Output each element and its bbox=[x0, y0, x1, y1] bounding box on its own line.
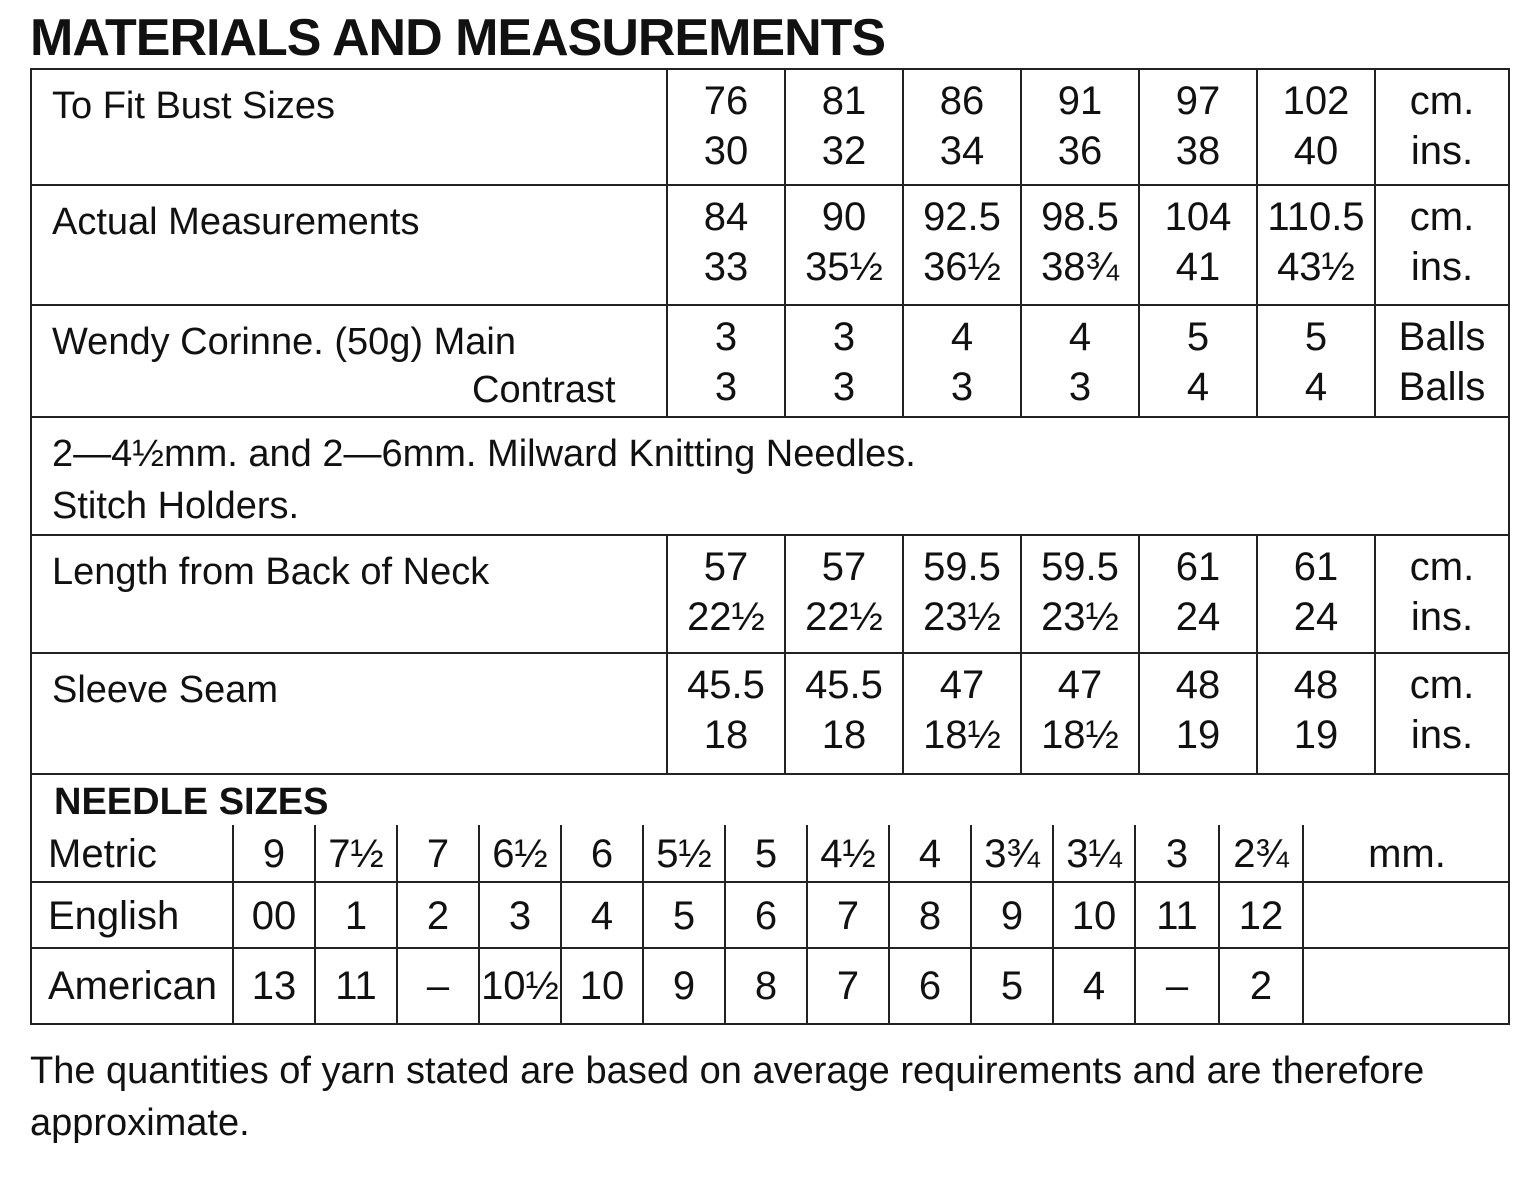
size-cell bbox=[1138, 306, 1256, 416]
size-cell bbox=[902, 536, 1020, 652]
metric-value: 104 bbox=[1164, 195, 1232, 239]
imperial-value: 22½ bbox=[687, 595, 765, 639]
imperial-value: 41 bbox=[1175, 245, 1221, 289]
table-row bbox=[32, 70, 1508, 186]
needle-row-label: American bbox=[48, 964, 217, 1008]
metric-value: 45.5 bbox=[687, 663, 765, 707]
imperial-value: 3 bbox=[1068, 365, 1092, 409]
metric-value: 47 bbox=[939, 663, 985, 707]
size-cell bbox=[666, 306, 784, 416]
needle-size-cell: 7 bbox=[396, 825, 478, 881]
imperial-value: 38¾ bbox=[1041, 245, 1119, 289]
metric-value: 4 bbox=[950, 315, 974, 359]
size-cell bbox=[902, 306, 1020, 416]
metric-value: 5 bbox=[1304, 315, 1328, 359]
unit-label: cm. bbox=[1409, 79, 1475, 123]
measurements-table bbox=[30, 68, 1510, 775]
needle-size-cell: 5 bbox=[970, 949, 1052, 1023]
unit-label: cm. bbox=[1409, 195, 1475, 239]
needle-size-cell: 10 bbox=[560, 949, 642, 1023]
imperial-value: 30 bbox=[703, 129, 749, 173]
needle-size-cell: 2 bbox=[1218, 949, 1302, 1023]
needle-size-cell: 4 bbox=[560, 883, 642, 947]
metric-value: 81 bbox=[821, 79, 867, 123]
size-cell bbox=[1020, 186, 1138, 304]
metric-value: 98.5 bbox=[1041, 195, 1119, 239]
imperial-value: 18 bbox=[821, 713, 867, 757]
unit-cell bbox=[1374, 186, 1508, 304]
needle-row-english bbox=[32, 883, 1508, 949]
imperial-value: 3 bbox=[832, 365, 856, 409]
needle-size-cell: 11 bbox=[1134, 883, 1218, 947]
metric-value: 59.5 bbox=[1041, 545, 1119, 589]
needle-size-cell: 00 bbox=[232, 883, 314, 947]
metric-value: 110.5 bbox=[1267, 195, 1365, 239]
size-cell bbox=[902, 654, 1020, 773]
size-cell bbox=[784, 306, 902, 416]
metric-value: 47 bbox=[1057, 663, 1103, 707]
needle-size-cell: 10 bbox=[1052, 883, 1134, 947]
metric-value: 91 bbox=[1057, 79, 1103, 123]
needle-row-label: English bbox=[48, 894, 180, 938]
table-row bbox=[32, 536, 1508, 654]
needle-size-cell: 5 bbox=[724, 825, 806, 881]
needle-row-metric bbox=[32, 825, 1508, 883]
size-cell bbox=[1020, 536, 1138, 652]
imperial-value: 33 bbox=[703, 245, 749, 289]
metric-value: 48 bbox=[1293, 663, 1339, 707]
needle-size-cell: 5½ bbox=[642, 825, 724, 881]
needle-size-cell: 13 bbox=[232, 949, 314, 1023]
needle-size-cell: 3¾ bbox=[970, 825, 1052, 881]
size-cell bbox=[666, 70, 784, 184]
imperial-value: 34 bbox=[939, 129, 985, 173]
metric-value: 61 bbox=[1293, 545, 1339, 589]
imperial-value: 38 bbox=[1175, 129, 1221, 173]
metric-value: 59.5 bbox=[923, 545, 1001, 589]
size-cell bbox=[784, 70, 902, 184]
unit-label: ins. bbox=[1410, 129, 1474, 173]
needle-size-cell: 3 bbox=[1134, 825, 1218, 881]
imperial-value: 3 bbox=[950, 365, 974, 409]
needle-size-cell: 10½ bbox=[478, 949, 560, 1023]
needle-size-cell: 5 bbox=[642, 883, 724, 947]
size-cell bbox=[1020, 654, 1138, 773]
needle-size-cell: 7 bbox=[806, 883, 888, 947]
metric-value: 45.5 bbox=[805, 663, 883, 707]
metric-value: 102 bbox=[1282, 79, 1350, 123]
needle-size-cell: 8 bbox=[888, 883, 970, 947]
needle-size-cell: – bbox=[396, 949, 478, 1023]
metric-value: 57 bbox=[703, 545, 749, 589]
needles-row bbox=[32, 418, 1508, 536]
metric-value: 90 bbox=[821, 195, 867, 239]
row-label: Sleeve Seam bbox=[52, 669, 279, 711]
imperial-value: 24 bbox=[1293, 595, 1339, 639]
size-cell bbox=[784, 654, 902, 773]
unit-label: cm. bbox=[1409, 663, 1475, 707]
needle-size-cell: 1 bbox=[314, 883, 396, 947]
imperial-value: 4 bbox=[1186, 365, 1210, 409]
table-row bbox=[32, 654, 1508, 773]
needle-size-cell: 4 bbox=[888, 825, 970, 881]
needle-size-cell: 3¼ bbox=[1052, 825, 1134, 881]
size-cell bbox=[784, 186, 902, 304]
needle-row-american bbox=[32, 949, 1508, 1023]
needle-row-label: Metric bbox=[48, 832, 157, 876]
metric-value: 4 bbox=[1068, 315, 1092, 359]
needle-size-cell: 3 bbox=[478, 883, 560, 947]
size-cell bbox=[1256, 186, 1374, 304]
metric-value: 84 bbox=[703, 195, 749, 239]
size-cell bbox=[1138, 654, 1256, 773]
page-title: MATERIALS AND MEASUREMENTS bbox=[30, 9, 886, 67]
needle-size-cell: 7 bbox=[806, 949, 888, 1023]
metric-value: 92.5 bbox=[923, 195, 1001, 239]
size-cell bbox=[666, 654, 784, 773]
needle-sizes-title: NEEDLE SIZES bbox=[54, 781, 329, 823]
table-row bbox=[32, 306, 1508, 418]
unit-cell bbox=[1374, 654, 1508, 773]
size-cell bbox=[784, 536, 902, 652]
row-label: Wendy Corinne. (50g) Main bbox=[52, 321, 516, 363]
imperial-value: 23½ bbox=[923, 595, 1001, 639]
unit-cell bbox=[1374, 70, 1508, 184]
imperial-value: 35½ bbox=[805, 245, 883, 289]
needle-size-cell: 7½ bbox=[314, 825, 396, 881]
needle-size-cell: 8 bbox=[724, 949, 806, 1023]
metric-value: 3 bbox=[714, 315, 738, 359]
row-label: Actual Measurements bbox=[52, 201, 420, 243]
size-cell bbox=[1020, 306, 1138, 416]
needle-size-cell: – bbox=[1134, 949, 1218, 1023]
imperial-value: 24 bbox=[1175, 595, 1221, 639]
size-cell bbox=[1138, 536, 1256, 652]
needle-size-cell: 9 bbox=[232, 825, 314, 881]
size-cell bbox=[1256, 306, 1374, 416]
metric-value: 97 bbox=[1175, 79, 1221, 123]
needles-text-line: 2—4½mm. and 2—6mm. Milward Knitting Needles. bbox=[52, 433, 916, 475]
needle-size-cell: 6 bbox=[560, 825, 642, 881]
needle-size-cell: 9 bbox=[970, 883, 1052, 947]
needles-text bbox=[52, 428, 916, 532]
size-cell bbox=[1256, 654, 1374, 773]
size-cell bbox=[1020, 70, 1138, 184]
row-label: Length from Back of Neck bbox=[52, 551, 490, 593]
needle-size-cell: 4 bbox=[1052, 949, 1134, 1023]
imperial-value: 19 bbox=[1175, 713, 1221, 757]
metric-value: 86 bbox=[939, 79, 985, 123]
unit-label: Balls bbox=[1398, 365, 1486, 409]
imperial-value: 23½ bbox=[1041, 595, 1119, 639]
imperial-value: 36 bbox=[1057, 129, 1103, 173]
needle-size-cell: 12 bbox=[1218, 883, 1302, 947]
needle-unit-cell bbox=[1302, 883, 1510, 947]
row-label-secondary: Contrast bbox=[472, 369, 616, 411]
needle-unit-cell bbox=[1302, 949, 1510, 1023]
imperial-value: 18½ bbox=[923, 713, 1001, 757]
yarn-quantity-note: The quantities of yarn stated are based on average requirements and are therefore approximate. bbox=[30, 1050, 1425, 1144]
unit-cell bbox=[1374, 306, 1508, 416]
imperial-value: 32 bbox=[821, 129, 867, 173]
needle-size-cell: 9 bbox=[642, 949, 724, 1023]
metric-value: 3 bbox=[832, 315, 856, 359]
needle-size-cell: 11 bbox=[314, 949, 396, 1023]
imperial-value: 18 bbox=[703, 713, 749, 757]
size-cell bbox=[902, 186, 1020, 304]
imperial-value: 19 bbox=[1293, 713, 1339, 757]
size-cell bbox=[902, 70, 1020, 184]
unit-label: ins. bbox=[1410, 595, 1474, 639]
imperial-value: 4 bbox=[1304, 365, 1328, 409]
size-cell bbox=[1138, 186, 1256, 304]
unit-label: ins. bbox=[1410, 245, 1474, 289]
size-cell bbox=[1138, 70, 1256, 184]
needle-size-cell: 4½ bbox=[806, 825, 888, 881]
imperial-value: 18½ bbox=[1041, 713, 1119, 757]
size-cell bbox=[666, 186, 784, 304]
unit-label: ins. bbox=[1410, 713, 1474, 757]
needle-size-cell: 6 bbox=[888, 949, 970, 1023]
needle-unit-cell: mm. bbox=[1302, 825, 1510, 881]
unit-label: Balls bbox=[1398, 315, 1486, 359]
metric-value: 61 bbox=[1175, 545, 1221, 589]
metric-value: 48 bbox=[1175, 663, 1221, 707]
imperial-value: 36½ bbox=[923, 245, 1001, 289]
needle-size-cell: 6 bbox=[724, 883, 806, 947]
row-label: To Fit Bust Sizes bbox=[52, 85, 335, 127]
metric-value: 76 bbox=[703, 79, 749, 123]
size-cell bbox=[666, 536, 784, 652]
metric-value: 5 bbox=[1186, 315, 1210, 359]
size-cell bbox=[1256, 70, 1374, 184]
needle-size-cell: 2¾ bbox=[1218, 825, 1302, 881]
unit-label: cm. bbox=[1409, 545, 1475, 589]
table-row bbox=[32, 186, 1508, 306]
imperial-value: 3 bbox=[714, 365, 738, 409]
imperial-value: 22½ bbox=[805, 595, 883, 639]
needle-sizes-table bbox=[30, 775, 1510, 1025]
unit-cell bbox=[1374, 536, 1508, 652]
size-cell bbox=[1256, 536, 1374, 652]
needles-text-line: Stitch Holders. bbox=[52, 485, 300, 527]
metric-value: 57 bbox=[821, 545, 867, 589]
imperial-value: 40 bbox=[1293, 129, 1339, 173]
needle-size-cell: 6½ bbox=[478, 825, 560, 881]
needle-size-cell: 2 bbox=[396, 883, 478, 947]
imperial-value: 43½ bbox=[1277, 245, 1355, 289]
